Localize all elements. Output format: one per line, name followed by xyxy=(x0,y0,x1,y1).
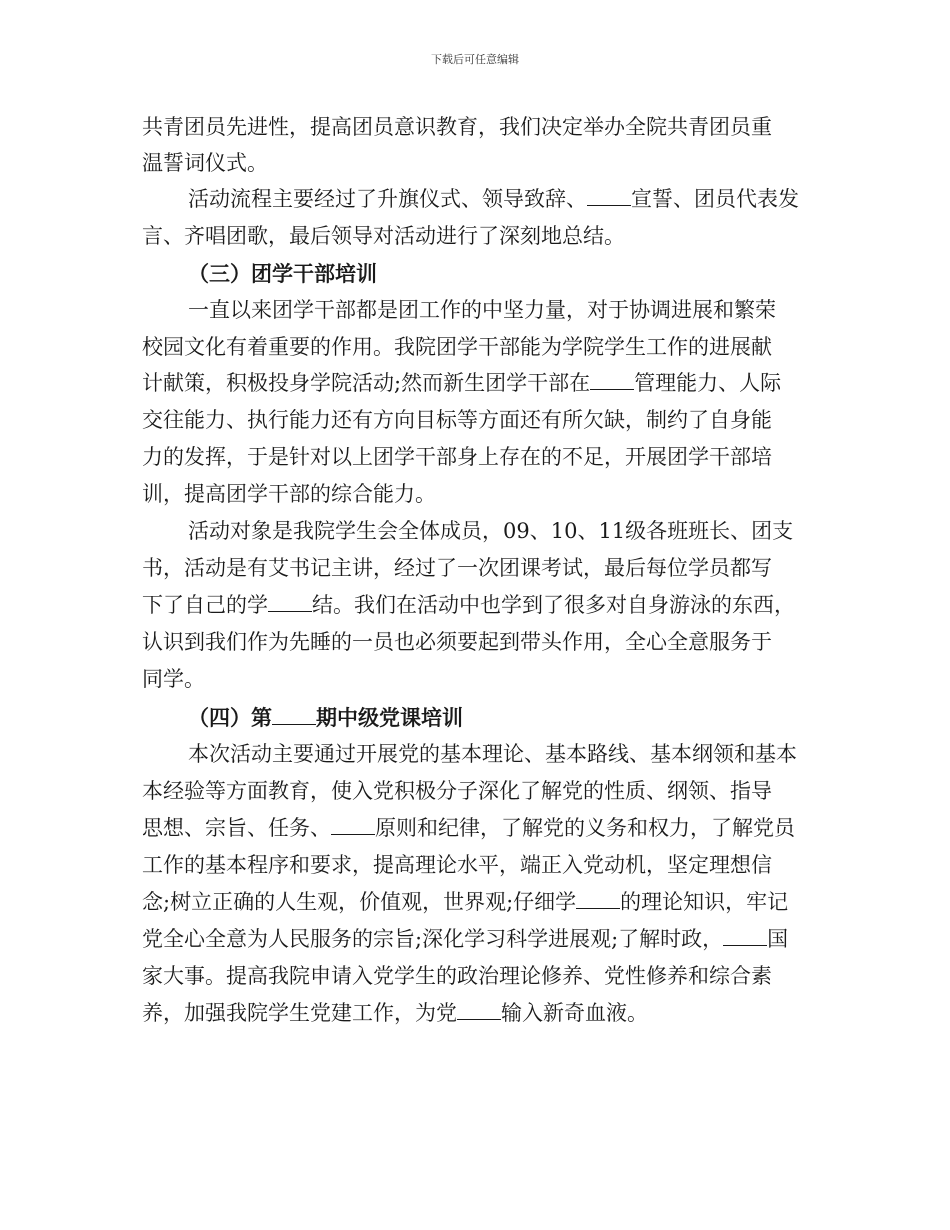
fill-in-blank xyxy=(576,890,620,909)
paragraph-line xyxy=(142,335,822,359)
text-segment: 活动流程主要经过了升旗仪式、领导致辞、 xyxy=(188,187,587,211)
paragraph-line xyxy=(142,187,868,211)
text-segment: 本次活动主要通过开展党的基本理论、基本路线、基本纲领和基本 xyxy=(188,742,797,766)
fill-in-blank xyxy=(331,816,375,835)
text-segment: 工作的基本程序和要求，提高理论水平，端正入党动机，坚定理想信 xyxy=(142,853,772,877)
paragraph-line xyxy=(142,964,822,988)
fill-in-blank xyxy=(457,1001,501,1020)
paragraph-line xyxy=(142,482,822,506)
fill-in-blank xyxy=(587,187,631,206)
paragraph-line xyxy=(142,445,822,469)
text-segment: 交往能力、执行能力还有方向目标等方面还有所欠缺，制约了自身能 xyxy=(142,408,772,432)
text-segment: （四）第 xyxy=(188,705,272,730)
paragraph-line xyxy=(142,556,822,580)
paragraph-line xyxy=(142,519,868,543)
text-segment: 党全心全意为人民服务的宗旨;深化学习科学进展观;了解时政， xyxy=(142,927,724,951)
text-segment: 认识到我们作为先睡的一员也必须要起到带头作用，全心全意服务于 xyxy=(142,630,772,654)
paragraph-line xyxy=(142,408,822,432)
paragraph-line xyxy=(142,1001,822,1025)
text-segment: 原则和纪律，了解党的义务和权力，了解党员 xyxy=(375,816,795,840)
text-segment: 温誓词仪式。 xyxy=(142,151,268,175)
text-segment: 共青团员先进性，提高团员意识教育，我们决定举办全院共青团员重 xyxy=(142,115,772,139)
text-segment: 下了自己的学 xyxy=(142,593,268,617)
paragraph-line xyxy=(142,224,822,248)
text-segment: 期中级党课培训 xyxy=(316,705,463,730)
paragraph-line xyxy=(142,853,822,877)
paragraph-line xyxy=(142,298,868,322)
text-segment: 养，加强我院学生党建工作，为党 xyxy=(142,1001,457,1025)
text-segment: 结。我们在活动中也学到了很多对自身游泳的东西， xyxy=(312,593,795,617)
fill-in-blank xyxy=(723,927,767,946)
text-segment: 宣誓、团员代表发 xyxy=(631,187,799,211)
text-segment: 计献策，积极投身学院活动;然而新生团学干部在 xyxy=(142,371,591,395)
paragraph-line xyxy=(142,115,822,139)
text-segment: 书，活动是有艾书记主讲，经过了一次团课考试，最后每位学员都写 xyxy=(142,556,772,580)
paragraph-line xyxy=(142,816,822,840)
fill-in-blank xyxy=(272,706,316,725)
text-segment: 本经验等方面教育，使入党积极分子深化了解党的性质、纲领、指导 xyxy=(142,779,772,803)
paragraph-line xyxy=(142,630,822,654)
text-segment: 力的发挥，于是针对以上团学干部身上存在的不足，开展团学干部培 xyxy=(142,445,772,469)
paragraph-line xyxy=(142,371,822,395)
fill-in-blank xyxy=(590,371,634,390)
paragraph-line xyxy=(142,593,822,617)
text-segment: 训，提高团学干部的综合能力。 xyxy=(142,482,436,506)
text-segment: 一直以来团学干部都是团工作的中坚力量，对于协调进展和繁荣 xyxy=(188,298,776,322)
text-segment: （三）团学干部培训 xyxy=(188,261,377,286)
paragraph-line xyxy=(142,927,822,951)
paragraph-line xyxy=(142,151,822,175)
text-segment: 管理能力、人际 xyxy=(634,371,782,395)
text-segment: 校园文化有着重要的作用。我院团学干部能为学院学生工作的进展献 xyxy=(142,335,772,359)
text-segment: 思想、宗旨、任务、 xyxy=(142,816,331,840)
paragraph-line xyxy=(142,667,822,691)
section-heading xyxy=(142,262,868,286)
text-segment: 家大事。提高我院申请入党学生的政治理论修养、党性修养和综合素 xyxy=(142,964,772,988)
text-segment: 输入新奇血液。 xyxy=(501,1001,648,1025)
text-segment: 的理论知识，牢记 xyxy=(620,890,789,914)
text-segment: 国 xyxy=(767,927,789,951)
paragraph-line xyxy=(142,779,822,803)
text-segment: 念;树立正确的人生观，价值观，世界观;仔细学 xyxy=(142,890,577,914)
section-heading xyxy=(142,706,868,730)
text-segment: 同学。 xyxy=(142,667,205,691)
text-segment: 活动对象是我院学生会全体成员，09、10、11级各班班长、团支 xyxy=(188,519,794,543)
paragraph-line xyxy=(142,890,822,914)
paragraph-line xyxy=(142,742,868,766)
fill-in-blank xyxy=(268,593,312,612)
text-segment: 言、齐唱团歌，最后领导对活动进行了深刻地总结。 xyxy=(142,224,625,248)
page-header: 下载后可任意编辑 xyxy=(431,53,519,66)
